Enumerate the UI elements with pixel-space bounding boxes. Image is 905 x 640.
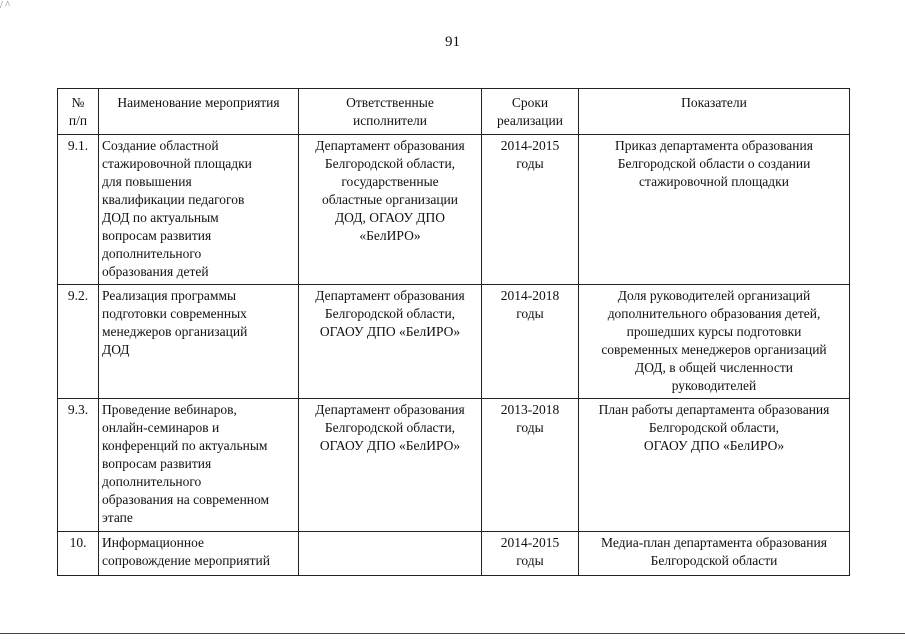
text-line: исполнители [352,113,428,128]
activity-name [99,135,299,285]
text-line: сопровождение мероприятий [102,553,270,568]
text-line: годы [516,156,544,171]
text-line: Создание областной [102,138,219,153]
text-line: менеджеров организаций [102,324,248,339]
text-line: областные организации [321,192,459,207]
text-line: Белгородской области, [324,156,456,171]
text-line: годы [516,306,544,321]
text-line: этапе [102,510,133,525]
terms [482,532,579,576]
text-line: 9.3. [67,402,89,417]
text-line: для повышения [102,174,192,189]
terms [482,285,579,399]
text-line: Белгородской области, [324,420,456,435]
text-line: Департамент образования [315,138,465,153]
page-number: 91 [445,34,460,50]
text-line: 2014-2018 [500,288,560,303]
row-number [58,532,99,576]
text-line: дополнительного [102,474,202,489]
text-line: ОГАОУ ДПО «БелИРО» [319,324,461,339]
table-row [58,135,850,285]
table-row [58,285,850,399]
text-line: конференций по актуальным [102,438,268,453]
text-line: Показатели [681,95,747,110]
text-line: № [71,95,85,110]
row-number [58,399,99,532]
text-line: Реализация программы [102,288,237,303]
header-indicators [579,89,850,135]
text-line: современных менеджеров организаций [601,342,827,357]
text-line: образования детей [102,264,209,279]
text-line: реализации [497,113,563,128]
text-line: стажировочной площадки [102,156,252,171]
table-row [58,532,850,576]
row-number [58,135,99,285]
text-line: Департамент образования [315,288,465,303]
text-line: образования на современном [102,492,270,507]
executors [299,532,482,576]
text-line: дополнительного [102,246,202,261]
indicators [579,135,850,285]
indicators [579,285,850,399]
bottom-rule [0,633,905,634]
text-line: ОГАОУ ДПО «БелИРО» [319,438,461,453]
text-line: ДОД, в общей численности [635,360,793,375]
text-line: Департамент образования [315,402,465,417]
text-line: Белгородской области, [648,420,780,435]
text-line: государственные [341,174,439,189]
executors [299,399,482,532]
text-line: Наименование мероприятия [117,95,280,110]
text-line: вопросам развития [102,456,212,471]
text-line: Проведение вебинаров, [102,402,237,417]
text-line: 2013-2018 [500,402,560,417]
text-line: 9.1. [67,138,89,153]
text-line: 10. [69,535,87,550]
text-line: ДОД [102,342,130,357]
header-number [58,89,99,135]
text-line: п/п [68,113,88,128]
text-line: Сроки [511,95,549,110]
terms [482,135,579,285]
header-activity-name [99,89,299,135]
text-line: План работы департамента образования [598,402,830,417]
terms [482,399,579,532]
text-line: 2014-2015 [500,535,560,550]
text-line: ДОД, ОГАОУ ДПО [334,210,446,225]
text-line: Белгородской области о создании [617,156,811,171]
header-executors [299,89,482,135]
text-line: 9.2. [67,288,89,303]
text-line: годы [516,420,544,435]
header-terms [482,89,579,135]
executors [299,285,482,399]
text-line: годы [516,553,544,568]
text-line: вопросам развития [102,228,212,243]
text-line: прошедших курсы подготовки [626,324,802,339]
indicators [579,532,850,576]
text-line: подготовки современных [102,306,247,321]
table-row [58,399,850,532]
indicators [579,399,850,532]
text-line: 2014-2015 [500,138,560,153]
activity-name [99,399,299,532]
text-line: ДОД по актуальным [102,210,219,225]
text-line: дополнительного образования детей, [607,306,821,321]
text-line: Приказ департамента образования [615,138,813,153]
corner-mark: / ^ [0,0,10,11]
text-line: Информационное [102,535,205,550]
executors [299,135,482,285]
text-line: руководителей [671,378,757,393]
row-number [58,285,99,399]
text-line: Доля руководителей организаций [617,288,811,303]
text-line: Ответственные [346,95,434,110]
activity-name [99,285,299,399]
table-header-row [58,89,850,135]
text-line: Белгородской области [650,553,778,568]
text-line: «БелИРО» [359,228,421,243]
activity-name [99,532,299,576]
text-line: Медиа-план департамента образования [601,535,827,550]
text-line: стажировочной площадки [639,174,789,189]
text-line: квалификации педагогов [102,192,245,207]
activities-table [57,88,850,576]
text-line: Белгородской области, [324,306,456,321]
text-line: ОГАОУ ДПО «БелИРО» [643,438,785,453]
text-line: онлайн-семинаров и [102,420,220,435]
